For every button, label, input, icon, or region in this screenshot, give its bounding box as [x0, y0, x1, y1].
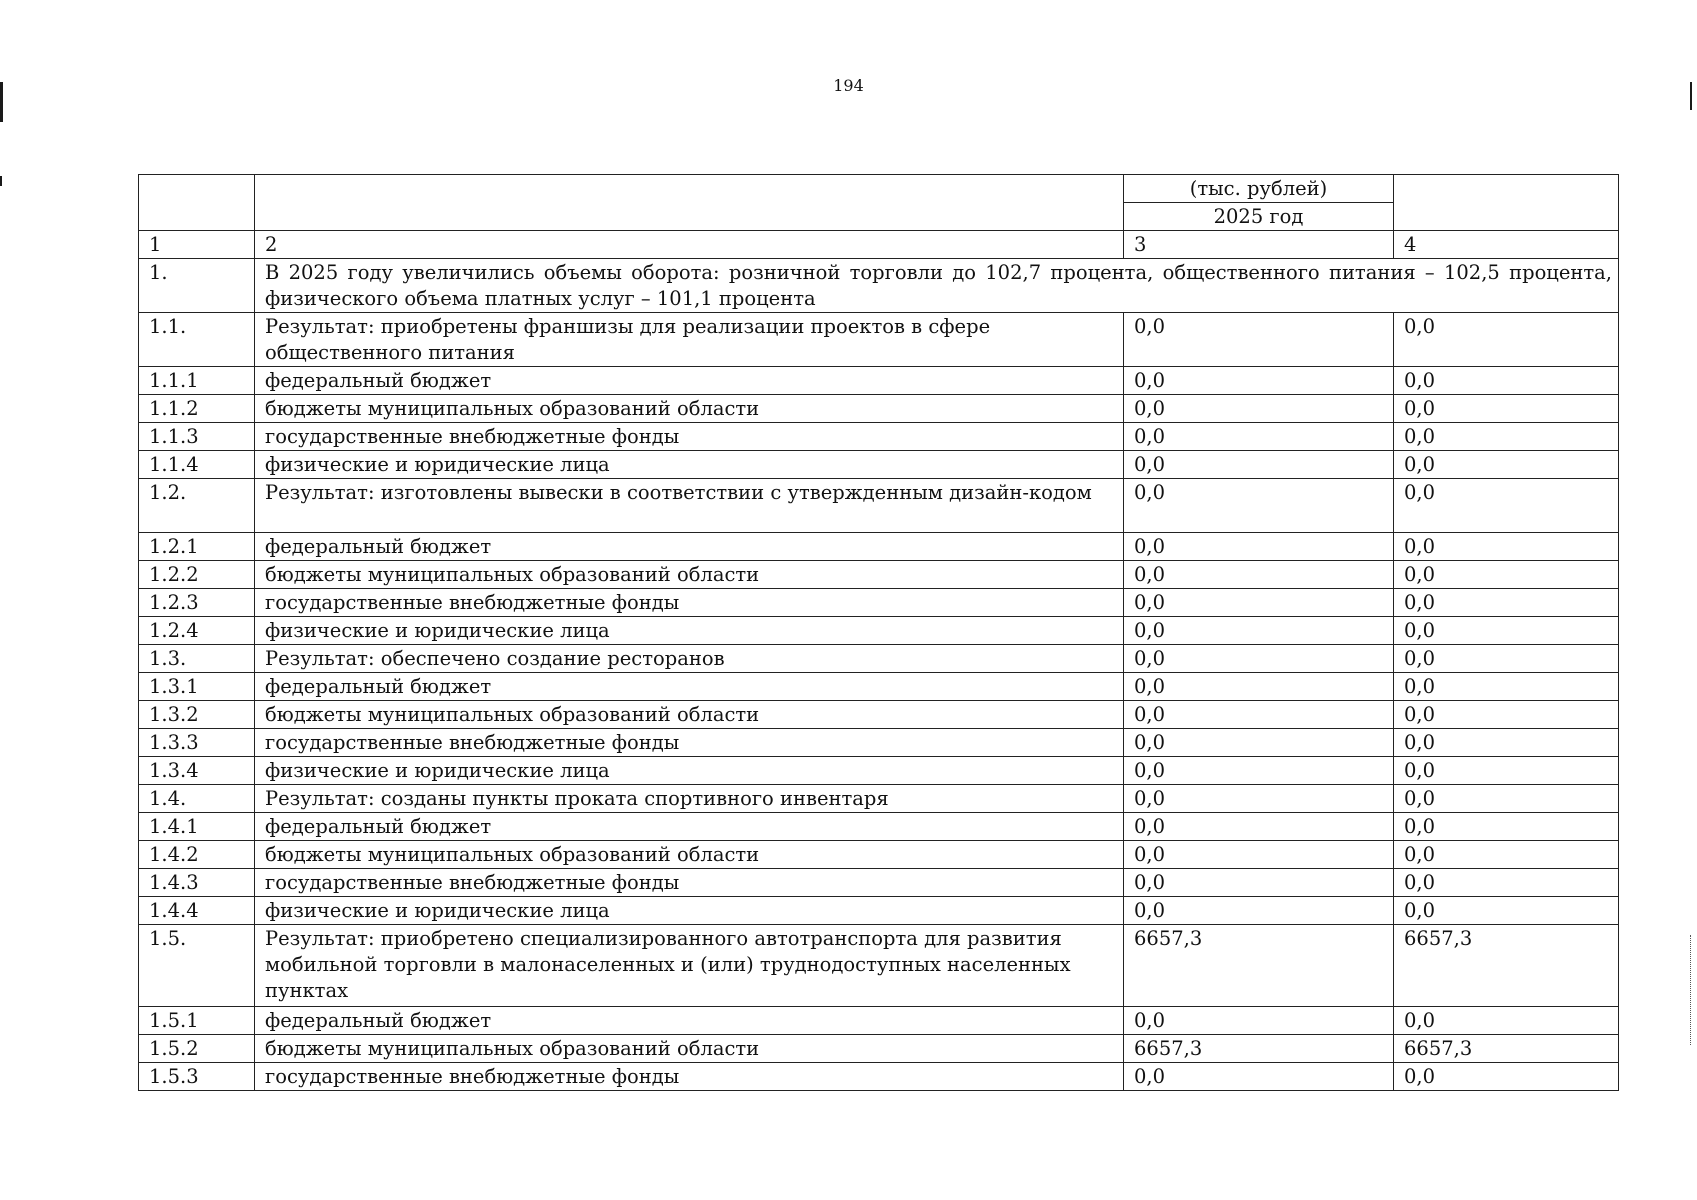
column-number: 4 — [1394, 231, 1619, 259]
row-number: 1.1.3 — [139, 423, 255, 451]
header-cell-unit-year — [1124, 175, 1394, 231]
table-row — [139, 589, 1619, 617]
row-name: федеральный бюджет — [255, 367, 1124, 395]
scan-edge-mark — [1690, 935, 1692, 1045]
row-number: 1.3.1 — [139, 673, 255, 701]
header-cell-empty — [255, 175, 1124, 231]
row-value-col3: 0,0 — [1124, 757, 1394, 785]
header-year: 2025 год — [1213, 205, 1304, 228]
header-cell-empty — [1394, 175, 1619, 231]
scan-edge-mark — [1690, 82, 1692, 110]
row-value-col4: 0,0 — [1394, 757, 1619, 785]
row-value-col3: 0,0 — [1124, 897, 1394, 925]
row-value-col3: 0,0 — [1124, 1063, 1394, 1091]
row-value-col4: 0,0 — [1394, 1063, 1619, 1091]
row-value-col3: 0,0 — [1124, 813, 1394, 841]
row-name: бюджеты муниципальных образований области — [255, 841, 1124, 869]
row-number: 1.5.1 — [139, 1007, 255, 1035]
row-value-col4: 0,0 — [1394, 533, 1619, 561]
row-number: 1.5. — [139, 925, 255, 1007]
row-value-col4: 0,0 — [1394, 673, 1619, 701]
row-number: 1.1.4 — [139, 451, 255, 479]
row-value-col4: 0,0 — [1394, 1007, 1619, 1035]
row-value-col4: 0,0 — [1394, 617, 1619, 645]
table-row — [139, 1063, 1619, 1091]
row-name: федеральный бюджет — [255, 533, 1124, 561]
table-header-row — [139, 175, 1619, 231]
table-row — [139, 925, 1619, 1007]
row-name: бюджеты муниципальных образований области — [255, 701, 1124, 729]
row-number: 1.4.2 — [139, 841, 255, 869]
row-value-col4: 0,0 — [1394, 451, 1619, 479]
column-numbers-row — [139, 231, 1619, 259]
row-value-col3: 0,0 — [1124, 367, 1394, 395]
row-value-col4: 0,0 — [1394, 395, 1619, 423]
row-number: 1.4.1 — [139, 813, 255, 841]
scan-edge-mark — [0, 82, 3, 122]
table-row — [139, 533, 1619, 561]
row-value-col4: 0,0 — [1394, 701, 1619, 729]
row-name: Результат: приобретено специализированного автотранспорта для развития мобильной торговли в малонаселенных и (или) труднодоступных населенных пунктах — [255, 925, 1124, 1007]
row-number: 1.5.3 — [139, 1063, 255, 1091]
row-name: физические и юридические лица — [255, 897, 1124, 925]
column-number: 2 — [255, 231, 1124, 259]
row-value-col3: 0,0 — [1124, 701, 1394, 729]
column-number: 1 — [139, 231, 255, 259]
row-value-col3: 0,0 — [1124, 395, 1394, 423]
row-value-col4: 0,0 — [1394, 367, 1619, 395]
row-number: 1.3.4 — [139, 757, 255, 785]
row-value-col3: 0,0 — [1124, 841, 1394, 869]
table-row — [139, 897, 1619, 925]
table-row — [139, 313, 1619, 367]
row-value-col3: 0,0 — [1124, 645, 1394, 673]
row-name: государственные внебюджетные фонды — [255, 869, 1124, 897]
table-row — [139, 729, 1619, 757]
row-name: Результат: приобретены франшизы для реализации проектов в сфере общественного питания — [255, 313, 1124, 367]
row-name: бюджеты муниципальных образований области — [255, 395, 1124, 423]
row-number: 1.1. — [139, 313, 255, 367]
row-value-col4: 0,0 — [1394, 313, 1619, 367]
row-value-col3: 6657,3 — [1124, 925, 1394, 1007]
scan-edge-mark — [0, 176, 2, 186]
header-cell-empty — [139, 175, 255, 231]
table-row — [139, 395, 1619, 423]
row-value-col3: 0,0 — [1124, 673, 1394, 701]
row-number: 1.1.1 — [139, 367, 255, 395]
row-name: федеральный бюджет — [255, 813, 1124, 841]
row-number: 1.4.3 — [139, 869, 255, 897]
table-row — [139, 479, 1619, 533]
row-name: бюджеты муниципальных образований области — [255, 561, 1124, 589]
row-number: 1.3.3 — [139, 729, 255, 757]
row-value-col4: 0,0 — [1394, 423, 1619, 451]
row-number: 1.1.2 — [139, 395, 255, 423]
table-row — [139, 367, 1619, 395]
table-row — [139, 841, 1619, 869]
row-name: федеральный бюджет — [255, 673, 1124, 701]
table-row — [139, 1035, 1619, 1063]
row-number: 1.2. — [139, 479, 255, 533]
table-row — [139, 561, 1619, 589]
row-name: физические и юридические лица — [255, 757, 1124, 785]
table-row — [139, 813, 1619, 841]
column-number: 3 — [1124, 231, 1394, 259]
row-value-col3: 0,0 — [1124, 869, 1394, 897]
row-number: 1.2.2 — [139, 561, 255, 589]
row-value-col3: 0,0 — [1124, 479, 1394, 533]
row-name: Результат: созданы пункты проката спортивного инвентаря — [255, 785, 1124, 813]
row-value-col3: 0,0 — [1124, 729, 1394, 757]
row-value-col3: 0,0 — [1124, 589, 1394, 617]
row-number: 1.2.3 — [139, 589, 255, 617]
table-row — [139, 757, 1619, 785]
row-value-col3: 0,0 — [1124, 561, 1394, 589]
table-row — [139, 617, 1619, 645]
row-value-col3: 0,0 — [1124, 313, 1394, 367]
row-number: 1.2.4 — [139, 617, 255, 645]
row-value-col4: 0,0 — [1394, 729, 1619, 757]
row-value-col3: 0,0 — [1124, 423, 1394, 451]
row-value-col4: 6657,3 — [1394, 925, 1619, 1007]
header-unit: (тыс. рублей) — [1124, 175, 1393, 203]
table-row — [139, 451, 1619, 479]
table-row — [139, 701, 1619, 729]
row-value-col4: 0,0 — [1394, 589, 1619, 617]
row-value-col4: 0,0 — [1394, 785, 1619, 813]
row-name: государственные внебюджетные фонды — [255, 729, 1124, 757]
row-number: 1.4. — [139, 785, 255, 813]
row-value-col4: 0,0 — [1394, 841, 1619, 869]
row-name: Результат: обеспечено создание ресторанов — [255, 645, 1124, 673]
row-value-col4: 0,0 — [1394, 645, 1619, 673]
row-value-col3: 0,0 — [1124, 785, 1394, 813]
budget-table — [138, 174, 1619, 1091]
row-value-col4: 0,0 — [1394, 897, 1619, 925]
row-value-col3: 0,0 — [1124, 533, 1394, 561]
intro-text: В 2025 году увеличились объемы оборота: розничной торговли до 102,7 процента, общественного питания – 102,5 процента, физического объема платных услуг – 101,1 процента — [255, 259, 1619, 313]
row-name: федеральный бюджет — [255, 1007, 1124, 1035]
table-row — [139, 1007, 1619, 1035]
page-number: 194 — [833, 76, 864, 95]
table-row — [139, 423, 1619, 451]
row-value-col4: 0,0 — [1394, 813, 1619, 841]
row-value-col3: 0,0 — [1124, 1007, 1394, 1035]
table-row — [139, 869, 1619, 897]
row-name: физические и юридические лица — [255, 617, 1124, 645]
row-name: бюджеты муниципальных образований области — [255, 1035, 1124, 1063]
row-value-col3: 6657,3 — [1124, 1035, 1394, 1063]
row-name: Результат: изготовлены вывески в соответствии с утвержденным дизайн-кодом — [255, 479, 1124, 533]
row-value-col4: 0,0 — [1394, 479, 1619, 533]
row-value-col3: 0,0 — [1124, 617, 1394, 645]
row-name: государственные внебюджетные фонды — [255, 1063, 1124, 1091]
row-number: 1. — [139, 259, 255, 313]
row-number: 1.3. — [139, 645, 255, 673]
table-row — [139, 673, 1619, 701]
table-row — [139, 785, 1619, 813]
row-number: 1.2.1 — [139, 533, 255, 561]
row-value-col4: 0,0 — [1394, 869, 1619, 897]
intro-row — [139, 259, 1619, 313]
row-name: государственные внебюджетные фонды — [255, 423, 1124, 451]
row-number: 1.4.4 — [139, 897, 255, 925]
table-row — [139, 645, 1619, 673]
row-number: 1.5.2 — [139, 1035, 255, 1063]
row-value-col4: 0,0 — [1394, 561, 1619, 589]
row-value-col4: 6657,3 — [1394, 1035, 1619, 1063]
row-number: 1.3.2 — [139, 701, 255, 729]
row-name: физические и юридические лица — [255, 451, 1124, 479]
row-value-col3: 0,0 — [1124, 451, 1394, 479]
row-name: государственные внебюджетные фонды — [255, 589, 1124, 617]
